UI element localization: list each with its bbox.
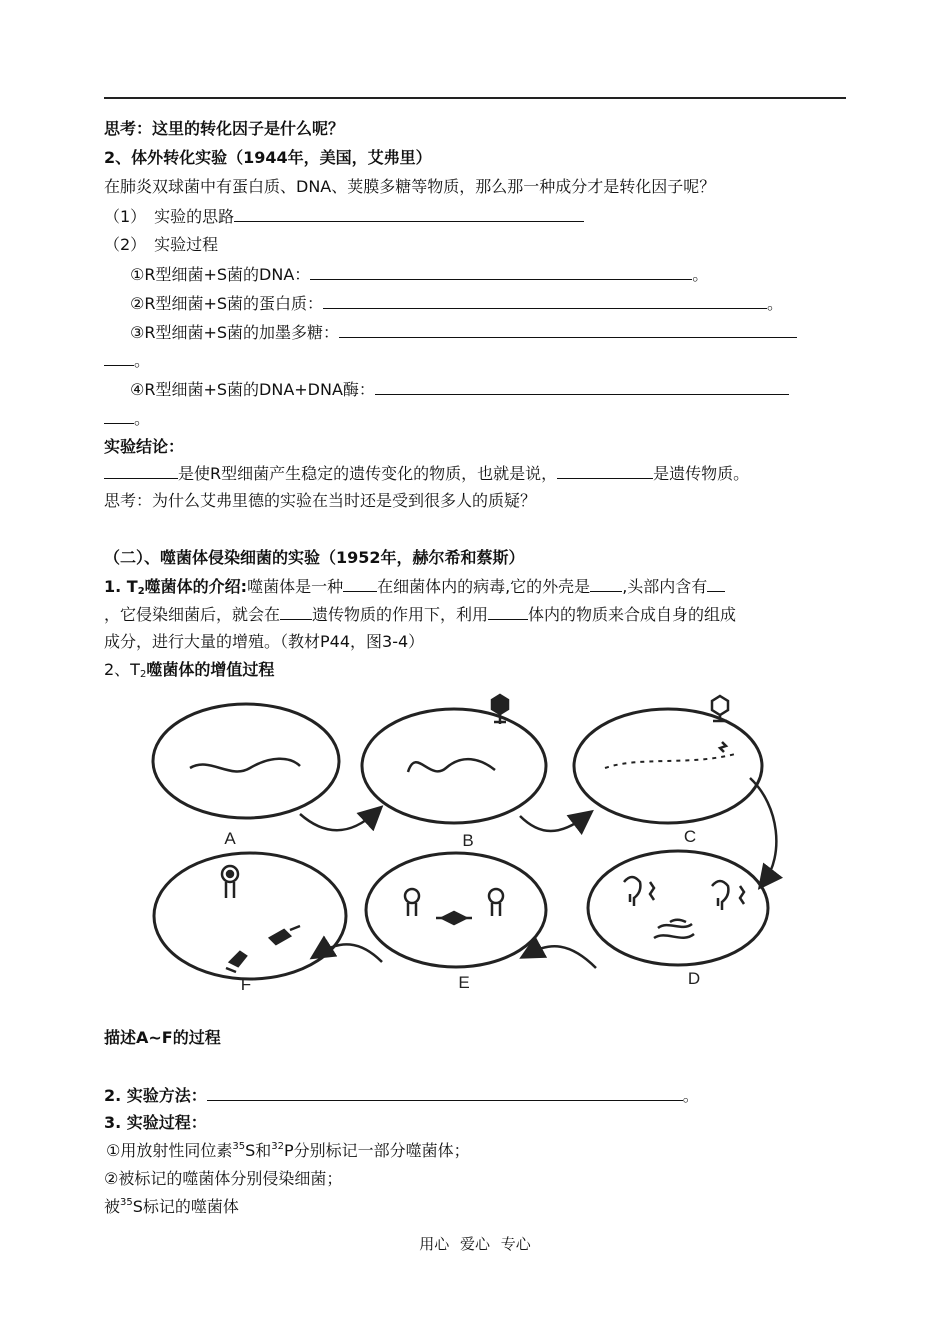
blank-p3-cont[interactable]: [104, 349, 134, 366]
process-item-3-cont: [104, 349, 150, 372]
replication-heading: 2、$T_2$噬菌体的增值过程: [104, 660, 275, 680]
arrow-d-to-e: [528, 946, 596, 968]
blank-phage-4[interactable]: [280, 603, 312, 620]
phage-assembly-d-icon: [624, 877, 744, 938]
blank-p4[interactable]: [375, 378, 789, 395]
cell-d: [588, 851, 768, 965]
phage-replication-figure: [150, 686, 790, 996]
process-item-2-text: ②R型细菌+S菌的蛋白质：: [130, 294, 324, 313]
process-step-1: ①用放射性同位素$^{35}$S和$^{32}$P分别标记一部分噬菌体；: [106, 1141, 470, 1160]
cell-a: [153, 704, 339, 818]
blank-method[interactable]: [207, 1084, 683, 1101]
blank-phage-5[interactable]: [488, 603, 528, 620]
conclusion-part-a: 是使R型细菌产生稳定的遗传变化的物质，也就是说，: [178, 464, 558, 483]
think-question-2: 思考：为什么艾弗里德的实验在当时还是受到很多人的质疑？: [104, 491, 537, 510]
phage-assembly-e-icon: [405, 889, 503, 924]
phage-intro-label: 1. $T_2$噬菌体的介绍:: [104, 577, 248, 597]
process-label: 3. 实验过程：: [104, 1113, 207, 1132]
process-item-1: [130, 263, 708, 286]
phage-intro-a: 噬菌体是一种: [247, 577, 344, 596]
intro-paragraph: 在肺炎双球菌中有蛋白质、DNA、荚膜多糖等物质，那么那一种成分才是转化因子呢？: [104, 177, 716, 196]
phage-intro-line-1: [104, 575, 725, 598]
describe-prompt: 描述A~F的过程: [104, 1028, 221, 1047]
process-item-2: [130, 292, 783, 315]
period: 。: [682, 1086, 699, 1105]
bacterial-dna-b: [408, 759, 495, 772]
think-question-1: 思考：这里的转化因子是什么呢？: [104, 119, 345, 138]
conclusion-text: [104, 462, 749, 485]
phage-release-f-icon: [222, 866, 300, 972]
blank-conclusion-1[interactable]: [104, 462, 178, 479]
figure-label-c: C: [683, 827, 697, 846]
blank-p4-cont[interactable]: [104, 407, 134, 424]
cell-f: [154, 853, 346, 979]
phage-intro-line-2: [104, 603, 736, 626]
figure-label-d: D: [687, 969, 701, 988]
process-item-4: [130, 378, 789, 401]
arrow-b-to-c: [520, 816, 586, 831]
bacterial-dna-a: [190, 759, 300, 772]
page-footer: 用心 爱心 专心: [419, 1235, 531, 1253]
phage-intro-f: 体内的物质来合成自身的组成: [528, 605, 737, 624]
process-item-4-text: ④R型细菌+S菌的DNA+DNA酶：: [130, 380, 375, 399]
phage-dna-c: [720, 742, 726, 752]
arrow-a-to-b: [300, 812, 376, 830]
phage-intro-e: 遗传物质的作用下，利用: [312, 605, 489, 624]
phage-intro-d: ，它侵染细菌后，就会在: [104, 605, 281, 624]
phage-intro-b: 在细菌体内的病毒,它的外壳是: [377, 577, 591, 596]
conclusion-label: 实验结论：: [104, 437, 185, 456]
phage-intro-line-3: 成分，进行大量的增殖。（教材P44，图3-4）: [104, 632, 425, 651]
process-item-4-cont: [104, 407, 150, 430]
process-step-2: ②被标记的噬菌体分别侵染细菌；: [104, 1169, 343, 1188]
figure-label-a: A: [224, 829, 236, 848]
cell-c: [574, 709, 762, 823]
process-item-1-text: ①R型细菌+S菌的DNA：: [130, 265, 311, 284]
method-label: 2. 实验方法：: [104, 1086, 207, 1105]
step-2-process: （2） 实验过程: [104, 235, 219, 254]
degraded-dna-c: [605, 754, 735, 768]
blank-p1[interactable]: [310, 263, 692, 280]
arrow-c-to-d: [750, 778, 776, 882]
blank-phage-3[interactable]: [707, 575, 725, 592]
step-1-idea: [104, 205, 584, 228]
section-heading-phage: （二）、噬菌体侵染细菌的实验（1952年，赫尔希和蔡斯）: [104, 548, 525, 567]
blank-p2[interactable]: [323, 292, 767, 309]
cell-b: [362, 709, 546, 823]
blank-phage-1[interactable]: [343, 575, 377, 592]
period: 。: [692, 265, 709, 284]
process-item-3: [130, 321, 797, 344]
figure-label-e: E: [458, 973, 470, 992]
header-rule: [104, 97, 846, 99]
blank-conclusion-2[interactable]: [557, 462, 653, 479]
cell-e: [366, 853, 546, 967]
phage-intro-c: ,头部内含有: [622, 577, 708, 596]
period: 。: [134, 351, 151, 370]
step-1-label: （1） 实验的思路: [104, 207, 235, 226]
blank-p3[interactable]: [339, 321, 797, 338]
process-step-3: 被$^{35}$S标记的噬菌体: [104, 1197, 239, 1216]
section-heading-in-vitro: 2、体外转化实验（1944年，美国，艾弗里）: [104, 148, 432, 167]
conclusion-part-b: 是遗传物质。: [653, 464, 750, 483]
figure-label-f: F: [240, 975, 252, 994]
blank-idea[interactable]: [234, 205, 584, 222]
blank-phage-2[interactable]: [590, 575, 622, 592]
figure-label-b: B: [462, 831, 474, 850]
method-line: [104, 1084, 699, 1107]
process-item-3-text: ③R型细菌+S菌的加墨多糖：: [130, 323, 340, 342]
period: 。: [767, 294, 784, 313]
period: 。: [134, 409, 151, 428]
